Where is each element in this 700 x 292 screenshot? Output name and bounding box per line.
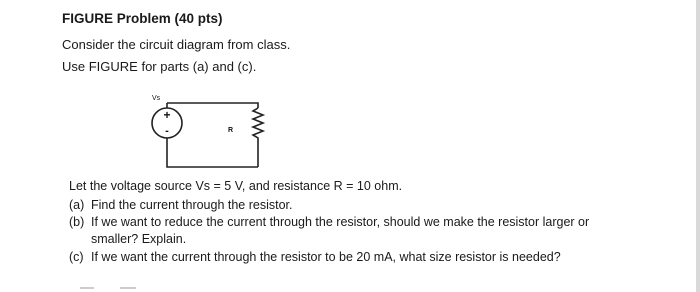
problem-title: FIGURE Problem (40 pts) [62,11,223,26]
circuit-diagram [140,90,280,175]
minus-sign: - [165,125,169,137]
question-b-text: If we want to reduce the current through the resistor, should we make the resistor larger or smaller? Explain. [91,215,590,246]
left-wire-lower [167,138,258,167]
question-a [69,197,629,214]
page-edge [696,0,700,292]
question-c [69,249,629,266]
question-a-text: Find the current through the resistor. [91,198,293,212]
plus-sign: + [163,108,171,122]
given-values: Let the voltage source Vs = 5 V, and resistance R = 10 ohm. [69,179,403,193]
question-c-text: If we want the current through the resistor to be 20 mA, what size resistor is needed? [91,250,561,264]
source-label: Vs [152,95,161,102]
resistor-zigzag [253,108,263,167]
question-b [69,214,629,248]
top-wire [167,103,258,108]
question-c-label: (c) [69,250,84,264]
question-a-label: (a) [69,198,85,212]
question-b-label: (b) [69,215,85,229]
intro-line-1: Consider the circuit diagram from class. [62,37,291,52]
intro-line-2: Use FIGURE for parts (a) and (c). [62,59,257,74]
resistor-label: R [228,127,234,134]
cropped-text-fragment [80,287,140,289]
